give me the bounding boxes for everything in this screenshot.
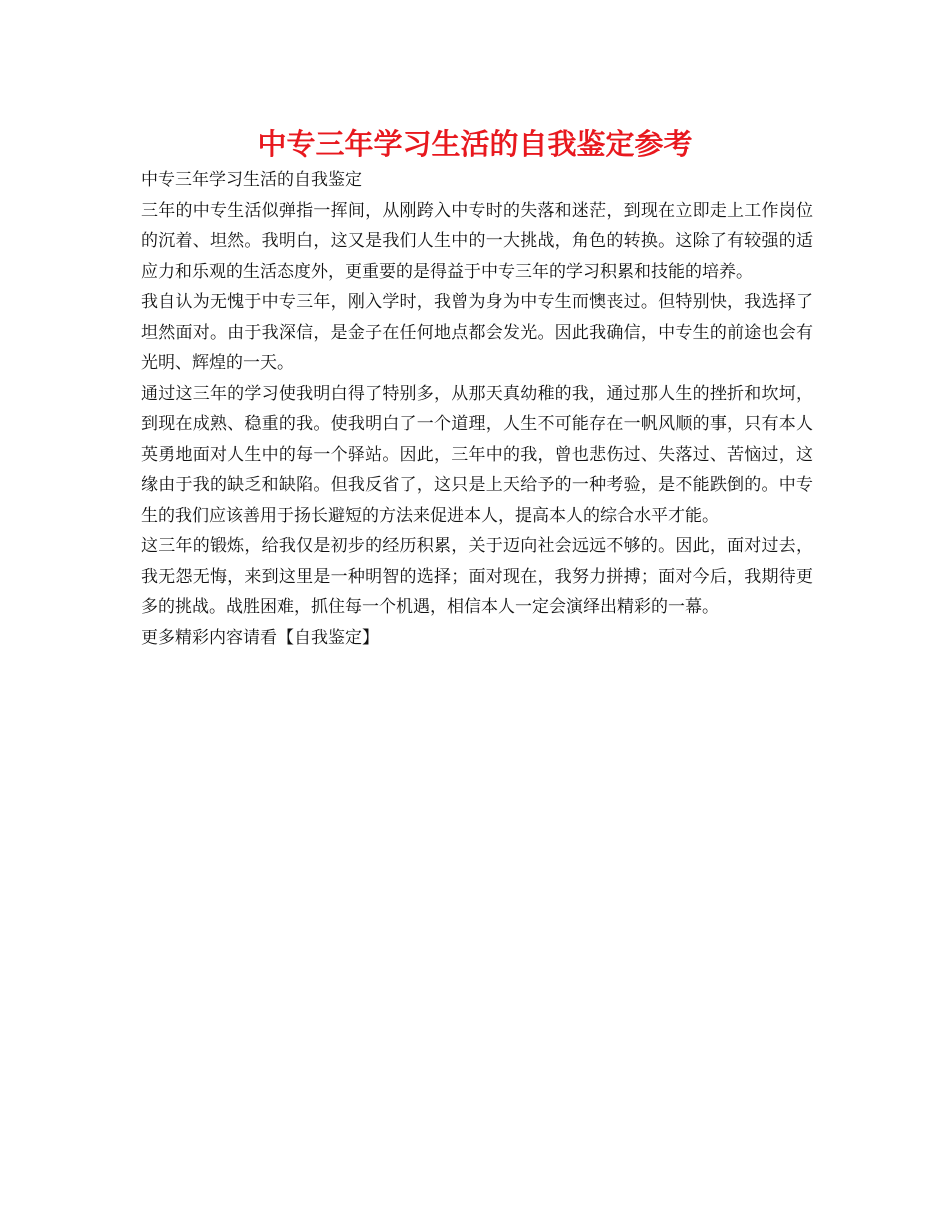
document-subtitle: 中专三年学习生活的自我鉴定 [141, 170, 362, 190]
paragraph-2: 我自认为无愧于中专三年，刚入学时，我曾为身为中专生而懊丧过。但特别快，我选择了坦然面对。由于我深信，是金子在任何地点都会发光。因此我确信，中专生的前途也会有光明、辉煌的一天。 [141, 292, 813, 373]
document-body [141, 165, 813, 653]
paragraph-4: 这三年的锻炼，给我仅是初步的经历积累，关于迈向社会远远不够的。因此，面对过去，我无怨无悔，来到这里是一种明智的选择；面对现在，我努力拼搏；面对今后，我期待更多的挑战。战胜困难，抓住每一个机遇，相信本人一定会演绎出精彩的一幕。 [141, 536, 813, 617]
more-content-link[interactable]: 更多精彩内容请看【自我鉴定】 [141, 627, 379, 648]
paragraph-3: 通过这三年的学习使我明白得了特别多，从那天真幼稚的我，通过那人生的挫折和坎坷，到现在成熟、稳重的我。使我明白了一个道理，人生不可能存在一帆风顺的事，只有本人英勇地面对人生中的每一个驿站。因此，三年中的我，曾也悲伤过、失落过、苦恼过，这缘由于我的缺乏和缺陷。但我反省了，这只是上天给予的一种考验，是不能跌倒的。中专生的我们应该善用于扬长避短的方法来促进本人，提高本人的综合水平才能。 [141, 383, 813, 526]
paragraph-1: 三年的中专生活似弹指一挥间，从刚跨入中专时的失落和迷茫，到现在立即走上工作岗位的沉着、坦然。我明白，这又是我们人生中的一大挑战，角色的转换。这除了有较强的适应力和乐观的生活态度外，更重要的是得益于中专三年的学习积累和技能的培养。 [141, 200, 813, 282]
document-title: 中专三年学习生活的自我鉴定参考 [257, 127, 693, 161]
